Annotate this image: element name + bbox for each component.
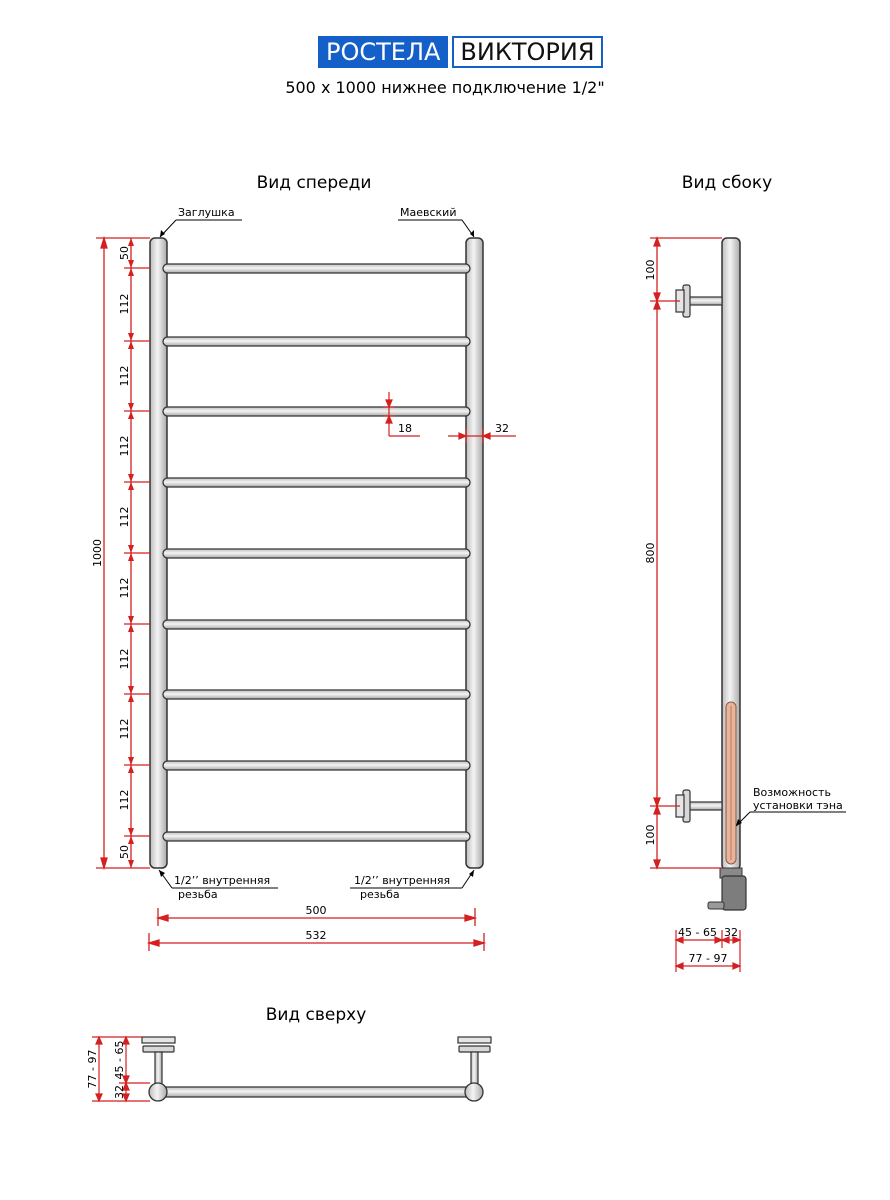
dim-side-top-label: 100 xyxy=(644,259,657,281)
wall-bracket-top xyxy=(676,285,722,317)
valve-callout xyxy=(398,206,474,237)
dim-top-offset-label: 45 - 65 xyxy=(113,1040,126,1080)
front-view xyxy=(91,173,516,951)
product-subtitle: 500 x 1000 нижнее подключение 1/2" xyxy=(285,78,605,97)
rung xyxy=(163,337,470,346)
dim-pipe-diameter-label: 32 xyxy=(495,422,509,435)
top-view-title: Вид сверху xyxy=(265,1005,367,1025)
dim-step-chain xyxy=(124,238,150,868)
dim-side-bottom-label: 100 xyxy=(644,824,657,846)
plug-label: Заглушка xyxy=(178,206,235,219)
rung xyxy=(163,620,470,629)
dim-side-offset-label: 45 - 65 xyxy=(678,926,717,939)
heater-label-1: Возможность xyxy=(753,786,831,799)
rungs xyxy=(163,264,470,841)
dim-step-label: 112 xyxy=(118,648,131,670)
dim-step-label: 112 xyxy=(118,506,131,528)
dim-total-height-label: 1000 xyxy=(91,539,104,567)
rung xyxy=(163,407,470,416)
dim-step-label: 112 xyxy=(118,789,131,811)
dim-side-height xyxy=(650,238,722,868)
heater-callout xyxy=(736,786,846,826)
dim-top-pipe-label: 32 xyxy=(113,1085,126,1099)
rung xyxy=(163,761,470,770)
thread-callout-left xyxy=(159,870,278,901)
rung xyxy=(163,478,470,487)
valve-label: Маевский xyxy=(400,206,457,219)
dim-step-label: 112 xyxy=(118,365,131,387)
top-view xyxy=(86,1005,491,1101)
thread-label-right-1: 1/2’’ внутренняя xyxy=(354,874,451,887)
dim-side-pipe-label: 32 xyxy=(724,926,738,939)
dim-width-outer-label: 532 xyxy=(305,929,327,942)
dim-side-total-label: 77 - 97 xyxy=(688,952,728,965)
top-rail xyxy=(158,1087,474,1097)
plug-callout xyxy=(160,206,242,237)
side-view xyxy=(644,173,846,972)
thread-callout-right xyxy=(350,870,474,901)
dim-step-label: 112 xyxy=(118,435,131,457)
front-view-title: Вид спереди xyxy=(256,173,372,193)
dim-step-label: 112 xyxy=(118,293,131,315)
rung xyxy=(163,264,470,273)
dim-top-label: 50 xyxy=(118,246,131,260)
dim-step-label: 112 xyxy=(118,577,131,599)
model-name: ВИКТОРИЯ xyxy=(452,36,602,68)
heater-label-2: установки тэна xyxy=(753,799,843,812)
dim-bottom-label: 50 xyxy=(118,845,131,859)
thread-label-left-2: резьба xyxy=(178,888,218,901)
rung xyxy=(163,832,470,841)
thread-label-left-1: 1/2’’ внутренняя xyxy=(174,874,271,887)
dim-bar-diameter-label: 18 xyxy=(398,422,412,435)
dim-side-mid-label: 800 xyxy=(644,542,657,564)
side-view-title: Вид сбоку xyxy=(681,173,773,193)
dim-step-label: 112 xyxy=(118,718,131,740)
rung xyxy=(163,690,470,699)
rung xyxy=(163,549,470,558)
dim-top-total-label: 77 - 97 xyxy=(86,1049,99,1089)
wall-bracket-bottom xyxy=(676,790,722,822)
brand-name: РОСТЕЛА xyxy=(318,36,448,68)
dim-width-inner-label: 500 xyxy=(305,904,327,917)
thread-label-right-2: резьба xyxy=(360,888,400,901)
